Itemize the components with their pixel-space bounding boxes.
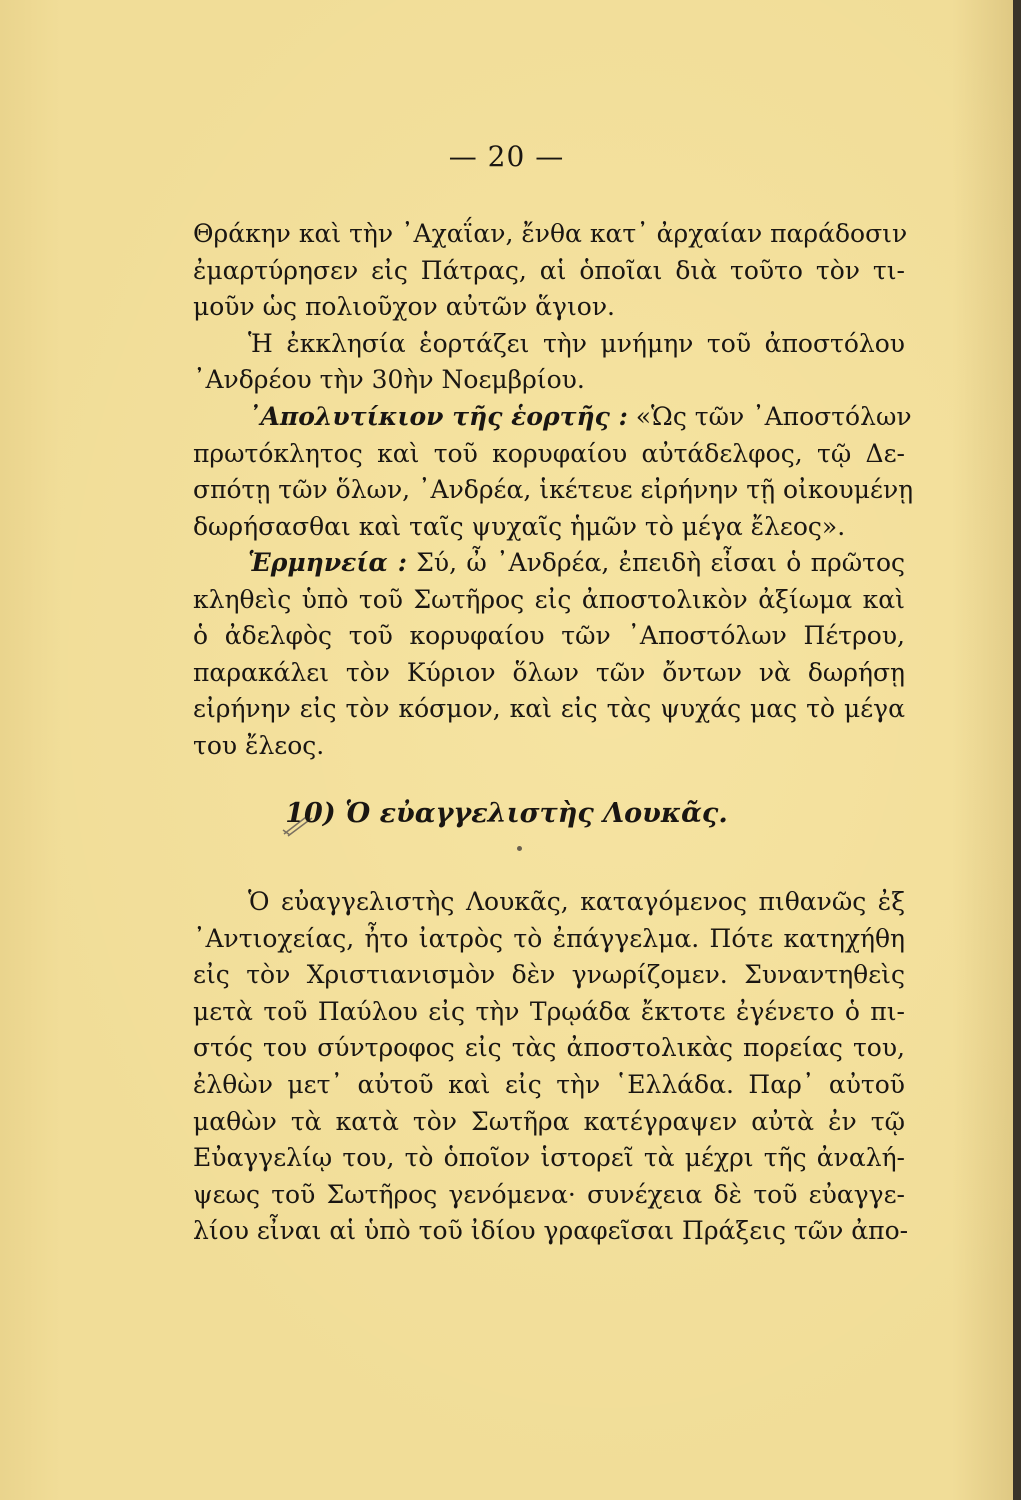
text-line: ἐμαρτύρησεν εἰς Πάτρας, αἱ ὁποῖαι διὰ τοῦτο τὸν τι- [193, 255, 905, 285]
text-line [193, 399, 912, 436]
text-line: ᾿Αντιοχείας, ἦτο ἰατρὸς τὸ ἐπάγγελμα. Πότε κατηχήθη [193, 923, 905, 953]
text-line: πρωτόκλητος καὶ τοῦ κορυφαίου αὐτάδελφος, τῷ Δε- [193, 438, 905, 468]
text-line: κληθεὶς ὑπὸ τοῦ Σωτῆρος εἰς ἀποστολικὸν ἀξίωμα καὶ [193, 584, 905, 614]
text-line: ὁ ἀδελφὸς τοῦ κορυφαίου τῶν ᾿Αποστόλων Πέτρου, [193, 621, 905, 651]
text-line: μαθὼν τὰ κατὰ τὸν Σωτῆρα κατέγραψεν αὐτὰ ἐν τῷ [193, 1106, 905, 1136]
page-number: — 20 — [448, 140, 565, 173]
text-line: ἐλθὼν μετ᾿ αὐτοῦ καὶ εἰς τὴν ῾Ελλάδα. Παρ᾿ αὐτοῦ [193, 1069, 905, 1099]
text-line: Ὁ εὐαγγελιστὴς Λουκᾶς, καταγόμενος πιθανῶς ἐξ [248, 887, 905, 916]
text-line: Ἡ ἐκκλησία ἑορτάζει τὴν μνήμην τοῦ ἀποστόλου [248, 328, 905, 358]
page-edge [1013, 0, 1021, 1500]
text-line [193, 545, 905, 582]
ermineia-text: Σύ, ὦ ᾿Ανδρέα, ἐπειδὴ εἶσαι ὁ πρῶτος [416, 548, 905, 577]
text-line: Θράκην καὶ τὴν ᾿Αχαΐαν, ἔνθα κατ᾿ ἀρχαίαν παράδοσιν [193, 219, 908, 248]
ermineia-label: Ἑρμηνεία : [248, 548, 407, 577]
text-line: μετὰ τοῦ Παύλου εἰς τὴν Τρῳάδα ἔκτοτε ἐγένετο ὁ πι- [193, 996, 905, 1026]
ink-dot [517, 846, 522, 851]
text-line: λίου εἶναι αἱ ὑπὸ τοῦ ἰδίου γραφεῖσαι Πράξεις τῶν ἀπο- [193, 1216, 909, 1246]
text-line: του ἔλεος. [193, 730, 325, 760]
paragraph-apolytikion [193, 399, 914, 545]
paragraph-luke [193, 884, 909, 1250]
text-line: σπότῃ τῶν ὅλων, ᾿Ανδρέα, ἱκέτευε εἰρήνην τῇ οἰκουμένῃ [193, 475, 914, 505]
text-line: στός του σύντροφος εἰς τὰς ἀποστολικὰς πορείας του, [193, 1033, 905, 1063]
text-line: Εὐαγγελίῳ του, τὸ ὁποῖον ἱστορεῖ τὰ μέχρι τῆς ἀναλή- [193, 1143, 905, 1173]
text-line: μοῦν ὡς πολιοῦχον αὐτῶν ἅγιον. [193, 292, 615, 322]
paragraph-andrew-martyrdom [193, 216, 908, 399]
text-line: ᾿Ανδρέου τὴν 30ὴν Νοεμβρίου. [193, 365, 585, 395]
paragraph-ermineia [193, 545, 905, 765]
text-line: δωρήσασθαι καὶ ταῖς ψυχαῖς ἡμῶν τὸ μέγα ἔλεος». [193, 511, 846, 541]
text-line: παρακάλει τὸν Κύριον ὅλων τῶν ὄντων νὰ δωρήσῃ [193, 657, 905, 687]
section-heading: 10) Ὁ εὐαγγελιστὴς Λουκᾶς. [285, 798, 728, 829]
text-line: ψεως τοῦ Σωτῆρος γενόμενα· συνέχεια δὲ τοῦ εὐαγγε- [193, 1179, 905, 1209]
apolytikion-text: «Ὡς τῶν ᾿Αποστόλων [635, 402, 912, 431]
apolytikion-label: ᾿Απολυτίκιον τῆς ἑορτῆς : [248, 402, 628, 431]
text-line: εἰς τὸν Χριστιανισμὸν δὲν γνωρίζομεν. Συναντηθεὶς [193, 960, 905, 990]
text-line: εἰρήνην εἰς τὸν κόσμον, καὶ εἰς τὰς ψυχάς μας τὸ μέγα [193, 694, 905, 724]
